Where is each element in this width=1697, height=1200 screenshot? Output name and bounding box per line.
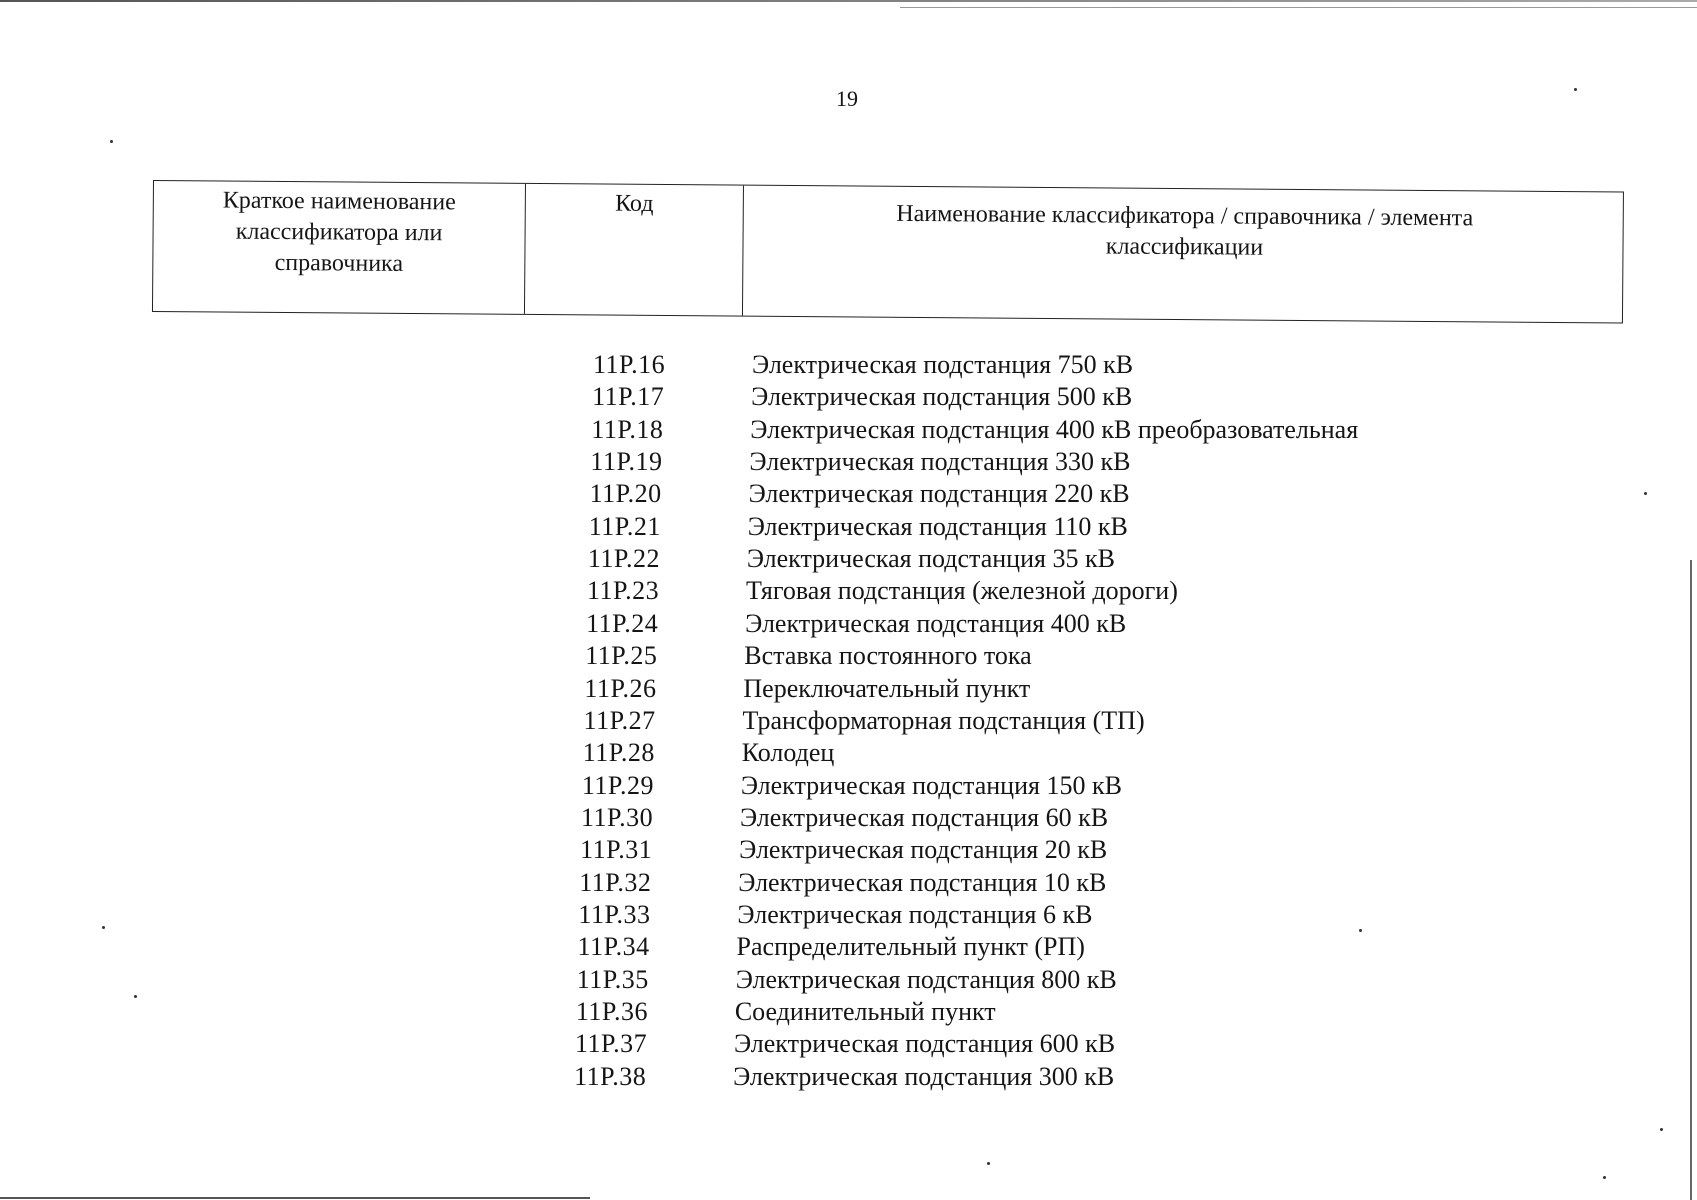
row-name: Электрическая подстанция 60 кВ [739,802,1109,832]
row-code: 11P.33 [578,899,651,929]
row-name: Распределительный пункт (РП) [736,932,1085,962]
row-code: 11P.16 [593,350,666,379]
header-code: Код [525,184,744,316]
row-name: Электрическая подстанция 6 кВ [737,899,1093,929]
row-name: Электрическая подстанция 400 кВ преобразовательная [750,414,1359,444]
row-code: 11P.24 [586,608,659,638]
row-name: Тяговая подстанция (железной дороги) [745,576,1178,606]
row-name: Электрическая подстанция 20 кВ [739,835,1108,865]
row-name: Электрическая подстанция 220 кВ [748,479,1130,509]
header-short-name: Краткое наименование классификатора или справочника [153,181,526,314]
row-name: Электрическая подстанция 750 кВ [752,350,1134,379]
row-code: 11P.27 [583,705,656,735]
row-code: 11P.31 [580,835,653,865]
row-code: 11P.18 [591,414,664,444]
row-code: 11P.38 [574,1061,647,1091]
row-name: Переключательный пункт [743,673,1031,703]
row-name: Электрическая подстанция 400 кВ [745,608,1127,638]
page-number: 19 [836,86,858,111]
row-code: 11P.32 [579,867,652,897]
row-code: 11P.30 [580,802,654,832]
scan-speck [134,995,137,998]
scan-edge-bottom [0,1197,590,1199]
row-name: Электрическая подстанция 110 кВ [747,511,1128,541]
row-code: 11P.37 [574,1029,648,1059]
row-code: 11P.22 [587,544,660,574]
scan-speck [1603,1176,1606,1179]
scan-speck [102,926,105,929]
row-name: Электрическая подстанция 35 кВ [746,544,1115,574]
row-name: Электрическая подстанция 500 кВ [751,382,1133,412]
row-code: 11P.26 [584,673,657,703]
row-code: 11P.25 [585,641,658,671]
row-code: 11P.28 [582,738,655,768]
scan-edge-right [1690,560,1692,1200]
row-name: Электрическая подстанция 300 кВ [733,1061,1115,1091]
scan-speck [1660,1128,1663,1131]
scan-speck [110,140,113,143]
scan-speck [1574,88,1577,91]
row-code: 11P.36 [575,997,648,1026]
row-name: Электрическая подстанция 800 кВ [735,964,1117,994]
row-code: 11P.23 [586,576,660,606]
row-code: 11P.34 [577,932,650,962]
row-code: 11P.20 [589,479,662,509]
row-name: Колодец [741,738,835,768]
scan-speck [987,1162,990,1165]
row-name: Электрическая подстанция 330 кВ [749,447,1131,477]
row-code: 11P.21 [588,511,661,541]
scan-speck [1359,929,1362,932]
row-name: Соединительный пункт [734,997,996,1026]
scan-speck [1644,492,1647,495]
row-name: Вставка постоянного тока [744,641,1032,671]
row-code: 11P.35 [576,964,649,994]
row-name: Электрическая подстанция 600 кВ [733,1029,1116,1059]
row-code: 11P.29 [581,770,654,800]
header-full-name: Наименование классификатора / справочника / элемента классификации [896,200,1474,261]
row-code: 11P.19 [590,447,663,477]
row-name: Трансформаторная подстанция (ТП) [742,705,1145,735]
row-name: Электрическая подстанция 150 кВ [740,770,1122,800]
row-code: 11P.17 [592,382,665,412]
row-name: Электрическая подстанция 10 кВ [738,867,1107,897]
